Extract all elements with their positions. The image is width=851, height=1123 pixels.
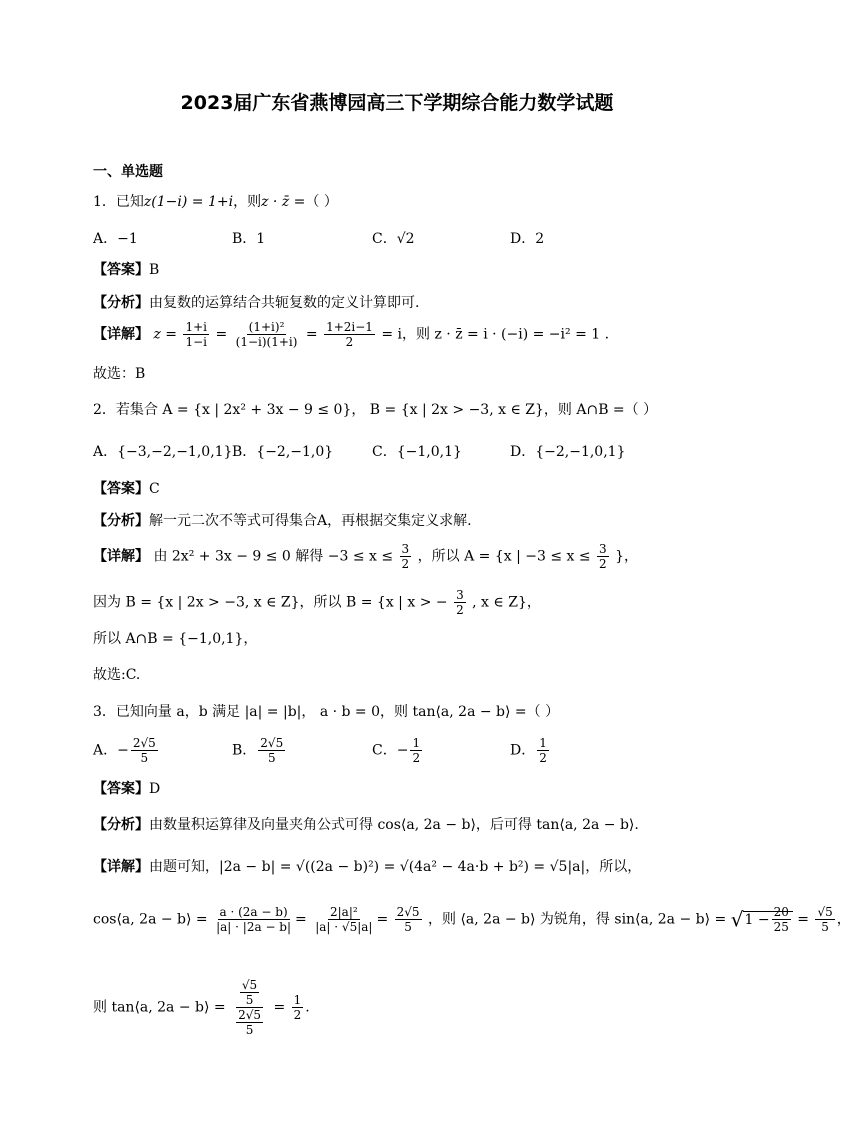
- q2-detail-b: ，所以 A = {x | −3 ≤ x ≤: [417, 548, 591, 565]
- q2-f3-den: 2: [456, 603, 464, 617]
- q3-sin-r-den: 5: [821, 920, 829, 934]
- q2-fraction: [400, 542, 412, 571]
- q2-option-b: B．{−2,−1,0}: [232, 444, 334, 460]
- q1-answer-value: B: [149, 262, 160, 278]
- q3-detail: [93, 857, 641, 877]
- q2-choice: 故选:C.: [93, 667, 141, 683]
- q3-tan-top-num: √5: [241, 978, 258, 992]
- q3-tan-bot-den: 5: [245, 1023, 254, 1037]
- q1-option-d: D．2: [510, 231, 545, 247]
- q3-cos-f1-num: a · (2a − b): [219, 905, 288, 919]
- section-heading: 一、单选题: [93, 164, 163, 180]
- q3-cos-f2-den: |a| · √5|a|: [315, 920, 373, 934]
- q3-sin-eq: =: [797, 911, 810, 928]
- q3-opt-a-num: 2√5: [132, 736, 156, 750]
- q1-f3-num: 1+2i−1: [326, 320, 373, 334]
- q1-f1-den: 1−i: [185, 335, 207, 349]
- q3-cos-f3-den: 5: [404, 920, 412, 934]
- question-3-stem: 3．已知向量 a，b 满足 |a| = |b|， a · b = 0，则 tan⟨a, 2a − b⟩ =（ ）: [93, 704, 560, 720]
- q3-opt-c-prefix: C．−: [372, 742, 409, 759]
- question-1-stem: [93, 192, 338, 212]
- q3-option-a: [93, 736, 160, 765]
- q2-option-d: D．{−2,−1,0,1}: [510, 444, 626, 460]
- q3-tan-bot-num: 2√5: [238, 1008, 262, 1022]
- q3-opt-c-frac: [410, 736, 422, 765]
- q1-analysis-text: 由复数的运算结合共轭复数的定义计算即可.: [149, 295, 420, 311]
- analysis-tag: 【分析】: [93, 295, 149, 311]
- q3-opt-b-frac: [258, 736, 285, 765]
- q3-opt-d-frac: [537, 736, 549, 765]
- q3-opt-c-den: 2: [412, 751, 421, 765]
- analysis-tag: 【分析】: [93, 817, 149, 833]
- q1-f2-den: (1−i)(1+i): [235, 335, 298, 349]
- q3-opt-b-num: 2√5: [260, 736, 284, 750]
- q3-cos-tail: ，则 ⟨a, 2a − b⟩ 为锐角，得 sin⟨a, 2a − b⟩ =: [428, 911, 727, 928]
- q1-option-a: A．−1: [93, 231, 138, 247]
- q3-sin-sqrt: [743, 905, 792, 934]
- q1-stem-c: （ ）: [305, 194, 338, 210]
- q1-answer: [93, 260, 159, 280]
- detail-tag: 【详解】: [93, 859, 149, 875]
- q3-opt-d-prefix: D．: [510, 742, 536, 759]
- q2-fraction-3: [454, 588, 466, 617]
- q3-opt-a-den: 5: [140, 751, 149, 765]
- q2-detail-line3: 所以 A∩B = {−1,0,1}，: [93, 631, 258, 647]
- answer-tag: 【答案】: [93, 481, 149, 497]
- q3-opt-d-num: 1: [539, 736, 547, 750]
- q3-tan-end: .: [305, 999, 310, 1016]
- q1-f1-num: 1+i: [185, 320, 207, 334]
- q2-f-num: 3: [401, 542, 410, 556]
- q1-analysis: [93, 293, 419, 313]
- q2-line2-a: 因为 B = {x | 2x > −3, x ∈ Z}，所以 B = {x | x > −: [93, 594, 448, 611]
- q3-answer: [93, 779, 160, 799]
- q2-detail-a: 由 2x² + 3x − 9 ≤ 0 解得 −3 ≤ x ≤: [153, 548, 394, 565]
- q2-analysis-text: 解一元二次不等式可得集合A，再根据交集定义求解.: [149, 513, 472, 529]
- q2-f3-num: 3: [456, 588, 464, 602]
- q2-option-c: C．{−1,0,1}: [372, 444, 462, 460]
- q1-choice: 故选：B: [93, 366, 146, 382]
- q3-sin-end: ，: [836, 911, 851, 928]
- q3-cos-frac-2: [313, 905, 374, 934]
- q3-cos-line: cos⟨a, 2a − b⟩ = $\frac{a \cdot (2a - b)}{|a| \cdot |2a - b|}$ = $\frac{\text{2|a|²}}{|a| \cdot √5|a|}$ = $\frac{2√5}{5}$ ，则 ⟨a, 2a − b⟩ 为锐角，得 sin⟨a, 2a − b⟩ = √1 − $\frac{20}{25}$ = $\frac{√5}{5}$ ，: [93, 905, 851, 934]
- q2-option-a: A．{−3,−2,−1,0,1}: [93, 444, 233, 460]
- q2-fraction-2: [597, 542, 609, 571]
- q3-answer-value: D: [149, 781, 161, 797]
- q3-tan-top-frac: [240, 978, 259, 1007]
- q1-fraction-2: [234, 320, 300, 349]
- q3-detail-line1: 由题可知，|2a − b| = √((2a − b)²) = √(4a² − 4a·b + b²) = √5|a|，所以，: [149, 859, 642, 875]
- q2-detail: [93, 542, 638, 571]
- q3-option-b: [232, 736, 287, 765]
- q3-tan-res-den: 2: [293, 1008, 302, 1022]
- q3-tan-bot-frac: [236, 1008, 263, 1037]
- q3-option-c: [372, 736, 424, 765]
- q3-opt-a-frac: [131, 736, 158, 765]
- q2-answer: [93, 479, 160, 499]
- q3-cos-frac-1: [214, 905, 293, 934]
- q3-tan-top-den: 5: [245, 993, 254, 1007]
- q3-opt-c-num: 1: [412, 736, 421, 750]
- q3-opt-d-den: 2: [539, 751, 547, 765]
- q1-fraction-1: [183, 320, 209, 349]
- q1-f3-den: 2: [345, 335, 354, 349]
- q3-tan-line: [93, 978, 310, 1037]
- question-2-stem: 2．若集合 A = {x | 2x² + 3x − 9 ≤ 0}， B = {x | 2x > −3, x ∈ Z}，则 A∩B =（ ）: [93, 402, 658, 418]
- q3-sin-f-num: 20: [773, 905, 789, 919]
- q1-option-b: B．1: [232, 231, 266, 247]
- q3-tan-compound-frac: [232, 978, 267, 1037]
- analysis-tag: 【分析】: [93, 513, 149, 529]
- q2-analysis: [93, 511, 472, 531]
- q3-tan-eq: =: [273, 999, 286, 1016]
- q3-sin-result: [815, 905, 834, 934]
- q3-cos-frac-3: [395, 905, 422, 934]
- q1-option-c: C．√2: [372, 231, 415, 247]
- q1-stem-a: 1．已知: [93, 194, 144, 210]
- q1-detail-tail: = i，则 z · z̄ = i · (−i) = −i² = 1 .: [381, 326, 610, 343]
- q2-f2-num: 3: [599, 542, 607, 556]
- q3-analysis-text: 由数量积运算律及向量夹角公式可得 cos⟨a, 2a − b⟩，后可得 tan⟨a, 2a − b⟩.: [149, 817, 639, 833]
- q3-cos-f2-num: 2|a|²: [330, 905, 358, 919]
- q3-tan-result: [292, 993, 304, 1022]
- answer-tag: 【答案】: [93, 781, 149, 797]
- q2-detail-line2: [93, 588, 541, 617]
- detail-tag: 【详解】: [93, 326, 149, 343]
- q3-tan-top: [236, 978, 263, 1008]
- q3-opt-b-den: 5: [267, 751, 276, 765]
- q2-detail-c: }，: [615, 548, 639, 565]
- q2-answer-value: C: [149, 481, 160, 497]
- q1-detail: 【详解】 z = $\frac{1+i}{1-i}$ = $\frac{\text{(1+i)²}}{(1-i)(1+i)}$ = $\frac{1+2i-1}{2}$ = i，则 z · z̄ = i · (−i) = −i² = 1 .: [93, 320, 610, 349]
- q2-f2-den: 2: [599, 557, 607, 571]
- q3-sin-r-num: √5: [817, 905, 833, 919]
- q3-opt-b-prefix: B．: [232, 742, 257, 759]
- q3-cos-lhs: cos⟨a, 2a − b⟩ =: [93, 911, 208, 928]
- q1-stem-b: ，则: [233, 194, 262, 210]
- q3-tan-lhs: 则 tan⟨a, 2a − b⟩ =: [93, 999, 226, 1016]
- q3-opt-a-prefix: A．−: [93, 742, 129, 759]
- q3-sin-sqrt-text: 1 −: [744, 911, 770, 928]
- q3-sin-f-den: 25: [773, 920, 789, 934]
- q1-detail-z: z =: [153, 326, 178, 343]
- q3-cos-f1-den: |a| · |2a − b|: [216, 920, 292, 934]
- answer-tag: 【答案】: [93, 262, 149, 278]
- q1-stem-expr2: z · z̄ =: [261, 194, 306, 210]
- page-title: 2023届广东省燕博园高三下学期综合能力数学试题: [180, 92, 614, 114]
- q1-f2-num: (1+i)²: [248, 320, 285, 334]
- q3-tan-res-num: 1: [293, 993, 302, 1007]
- q2-f-den: 2: [401, 557, 410, 571]
- q3-sin-frac: [772, 905, 791, 934]
- q2-line2-b: , x ∈ Z}，: [472, 594, 541, 611]
- q3-analysis: [93, 815, 639, 835]
- detail-tag: 【详解】: [93, 548, 149, 565]
- q3-tan-bottom: [232, 1008, 267, 1037]
- q1-stem-expr: z(1−i) = 1+i: [143, 194, 234, 210]
- q1-fraction-3: [324, 320, 375, 349]
- q3-option-d: [510, 736, 551, 765]
- q3-cos-f3-num: 2√5: [396, 905, 420, 919]
